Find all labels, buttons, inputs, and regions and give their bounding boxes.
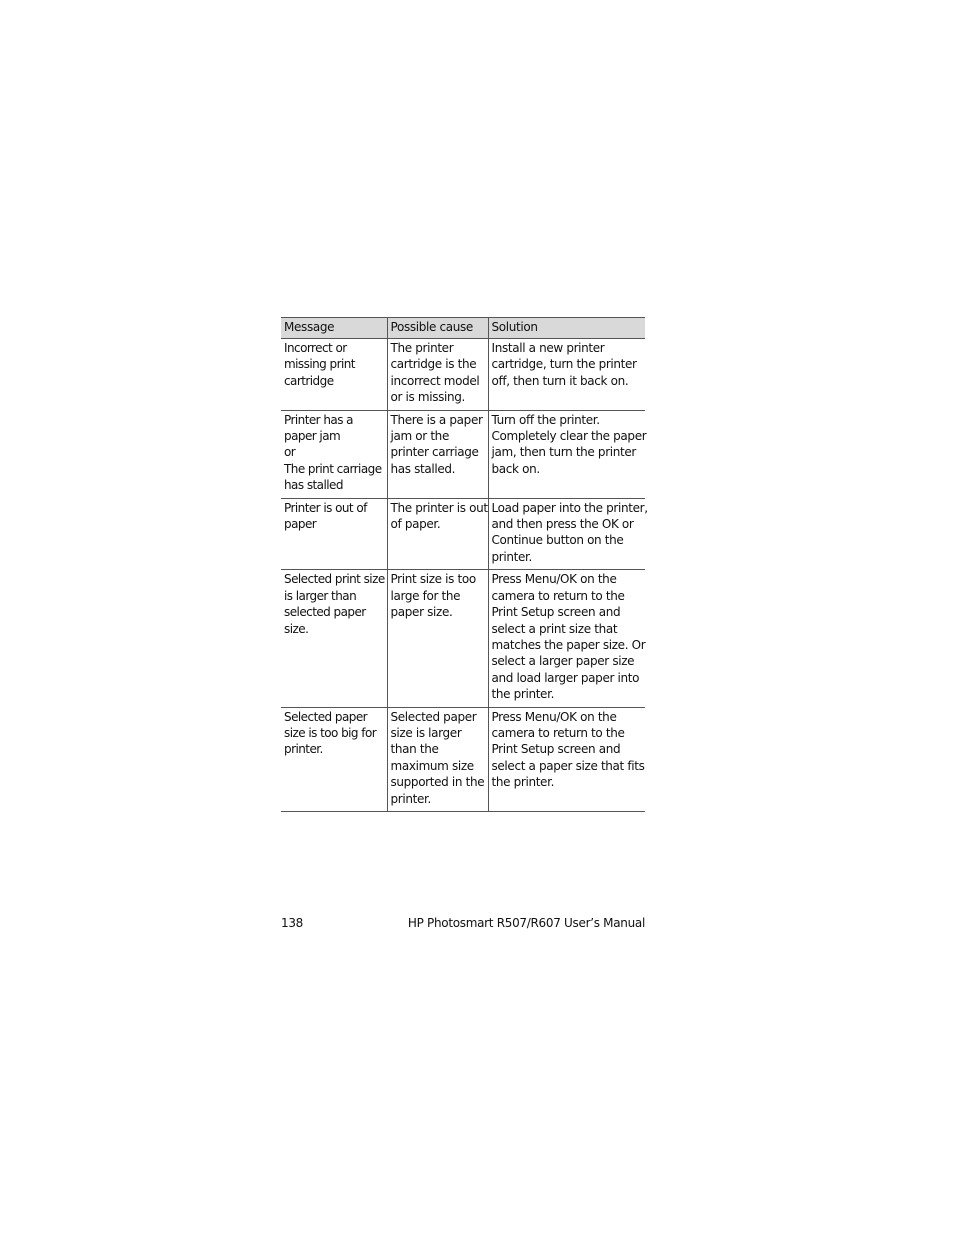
message-cell: [281, 707, 387, 811]
solution-line: Turn off the printer.: [491, 412, 600, 427]
cause-cell: [387, 570, 488, 707]
page-number: 138: [281, 916, 304, 930]
message-line: Incorrect or: [284, 341, 347, 355]
solution-cell: [488, 570, 645, 707]
message-line: Selected print size: [284, 572, 385, 587]
solution-line: Print Setup screen and: [491, 742, 621, 757]
cause-line: maximum size: [390, 758, 474, 773]
cause-line: or is missing.: [390, 390, 465, 405]
message-line: printer.: [284, 742, 323, 757]
cause-line: jam or the: [390, 429, 449, 444]
solution-line: Completely clear the paper: [491, 429, 647, 444]
cause-line: The printer: [390, 341, 454, 355]
solution-line: Print Setup screen and: [491, 605, 621, 620]
solution-line: Install a new printer: [491, 341, 605, 355]
message-line: Printer has a: [284, 412, 353, 427]
message-line: cartridge: [284, 373, 334, 388]
message-line: The print carriage: [284, 461, 382, 476]
table-row: [281, 498, 645, 570]
solution-line: Press Menu/OK on the: [491, 709, 617, 724]
message-cell: [281, 498, 387, 570]
message-line: is larger than: [284, 588, 357, 603]
column-header-solution: Solution: [488, 318, 645, 339]
message-line: size.: [284, 621, 309, 636]
solution-line: camera to return to the: [491, 725, 625, 740]
solution-line: select a print size that: [491, 621, 618, 636]
solution-line: printer.: [491, 549, 532, 564]
message-line: has stalled: [284, 478, 343, 493]
cause-line: paper size.: [390, 605, 453, 620]
message-line: paper jam: [284, 429, 341, 444]
cause-line: has stalled.: [390, 461, 456, 476]
solution-line: Load paper into the printer,: [491, 500, 648, 515]
solution-line: and then press the OK or: [491, 517, 634, 532]
message-line: selected paper: [284, 605, 366, 620]
cause-line: than the: [390, 742, 439, 757]
column-header-possible-cause: Possible cause: [387, 318, 488, 339]
solution-line: camera to return to the: [491, 588, 625, 603]
cause-line: There is a paper: [390, 412, 483, 427]
solution-line: select a larger paper size: [491, 654, 635, 669]
table-header-row: [281, 318, 645, 339]
cause-line: Selected paper: [390, 709, 477, 724]
cause-line: large for the: [390, 588, 461, 603]
solution-cell: [488, 498, 648, 570]
solution-line: off, then turn it back on.: [491, 373, 629, 388]
solution-line: jam, then turn the printer: [491, 445, 636, 460]
solution-line: select a paper size that fits: [491, 758, 645, 773]
table-row: [281, 410, 645, 498]
solution-line: cartridge, turn the printer: [491, 357, 637, 372]
solution-line: back on.: [491, 461, 540, 476]
message-line: Selected paper: [284, 709, 368, 724]
message-line: or: [284, 445, 296, 460]
message-line: paper: [284, 517, 317, 532]
cause-line: Print size is too: [390, 572, 476, 587]
table-row: [281, 707, 645, 811]
cause-line: size is larger: [390, 725, 462, 740]
cause-line: printer.: [390, 791, 431, 806]
manual-title: HP Photosmart R507/R607 User’s Manual: [407, 916, 645, 930]
message-line: missing print: [284, 357, 355, 372]
cause-line: supported in the: [390, 775, 485, 790]
solution-line: matches the paper size. Or: [491, 637, 646, 652]
message-line: Printer is out of: [284, 500, 367, 515]
message-cell: [281, 339, 387, 411]
solution-line: Press Menu/OK on the: [491, 572, 617, 587]
solution-cell: [488, 339, 645, 411]
cause-line: of paper.: [390, 517, 441, 532]
message-cell: [281, 410, 387, 498]
cause-cell: [387, 339, 488, 411]
solution-cell: [488, 410, 645, 498]
solution-line: the printer.: [491, 687, 555, 702]
cause-cell: [387, 410, 488, 498]
troubleshooting-table: [281, 317, 648, 812]
solution-cell: [488, 707, 645, 811]
cause-line: incorrect model: [390, 373, 480, 388]
table-row: [281, 339, 645, 411]
cause-line: printer carriage: [390, 445, 479, 460]
cause-cell: [387, 707, 488, 811]
message-cell: [281, 570, 387, 707]
table-row: [281, 570, 645, 707]
solution-line: Continue button on the: [491, 533, 624, 548]
cause-line: cartridge is the: [390, 357, 477, 372]
cause-cell: [387, 498, 488, 570]
column-header-message: Message: [281, 318, 387, 339]
cause-line: The printer is out: [390, 500, 488, 515]
solution-line: and load larger paper into: [491, 670, 640, 685]
message-line: size is too big for: [284, 725, 377, 740]
solution-line: the printer.: [491, 775, 555, 790]
